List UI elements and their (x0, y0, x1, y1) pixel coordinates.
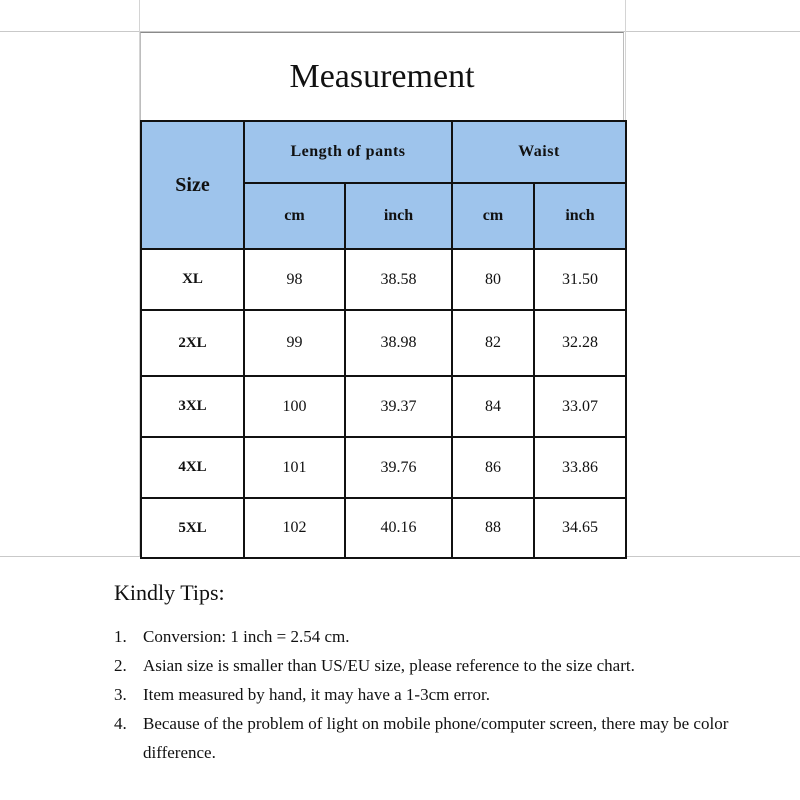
table-row (141, 249, 626, 310)
tip-number: 2. (114, 656, 127, 675)
waist-cm-cell: 88 (452, 498, 534, 558)
table-row (141, 437, 626, 498)
length-cm-cell: 98 (244, 249, 345, 310)
length-inch-cell: 40.16 (345, 498, 452, 558)
tip-item (114, 680, 774, 709)
waist-inch-cell: 34.65 (534, 498, 626, 558)
length-of-pants-header: Length of pants (244, 121, 452, 183)
size-cell: 5XL (141, 498, 244, 558)
size-header: Size (141, 121, 244, 249)
size-cell: 2XL (141, 310, 244, 376)
waist-cm-header: cm (452, 183, 534, 249)
tip-item (114, 709, 774, 767)
table-row (141, 376, 626, 437)
waist-inch-cell: 33.86 (534, 437, 626, 498)
tips-title: Kindly Tips: (114, 580, 225, 605)
waist-cm-cell: 84 (452, 376, 534, 437)
tip-item (114, 622, 774, 651)
tip-text: Because of the problem of light on mobile phone/computer screen, there may be color difference. (143, 714, 729, 762)
waist-inch-cell: 31.50 (534, 249, 626, 310)
tip-text: Conversion: 1 inch = 2.54 cm. (143, 627, 350, 646)
length-inch-cell: 39.37 (345, 376, 452, 437)
length-inch-cell: 38.58 (345, 249, 452, 310)
length-inch-header: inch (345, 183, 452, 249)
waist-cm-cell: 82 (452, 310, 534, 376)
tip-text: Item measured by hand, it may have a 1-3cm error. (143, 685, 490, 704)
tip-item (114, 651, 774, 680)
chart-title: Measurement (140, 32, 624, 120)
tip-number: 1. (114, 627, 127, 646)
waist-inch-header: inch (534, 183, 626, 249)
length-cm-cell: 101 (244, 437, 345, 498)
tips-list (114, 622, 774, 767)
table-row (141, 498, 626, 558)
size-cell: 4XL (141, 437, 244, 498)
length-cm-cell: 100 (244, 376, 345, 437)
tip-text: Asian size is smaller than US/EU size, please reference to the size chart. (143, 656, 635, 675)
length-cm-header: cm (244, 183, 345, 249)
table-row (141, 310, 626, 376)
tip-number: 4. (114, 714, 127, 733)
waist-header: Waist (452, 121, 626, 183)
length-cm-cell: 102 (244, 498, 345, 558)
waist-cm-cell: 86 (452, 437, 534, 498)
tip-number: 3. (114, 685, 127, 704)
length-inch-cell: 38.98 (345, 310, 452, 376)
length-cm-cell: 99 (244, 310, 345, 376)
size-cell: 3XL (141, 376, 244, 437)
waist-cm-cell: 80 (452, 249, 534, 310)
length-inch-cell: 39.76 (345, 437, 452, 498)
kindly-tips (114, 580, 774, 767)
waist-inch-cell: 32.28 (534, 310, 626, 376)
size-cell: XL (141, 249, 244, 310)
size-chart-table (140, 120, 627, 559)
waist-inch-cell: 33.07 (534, 376, 626, 437)
